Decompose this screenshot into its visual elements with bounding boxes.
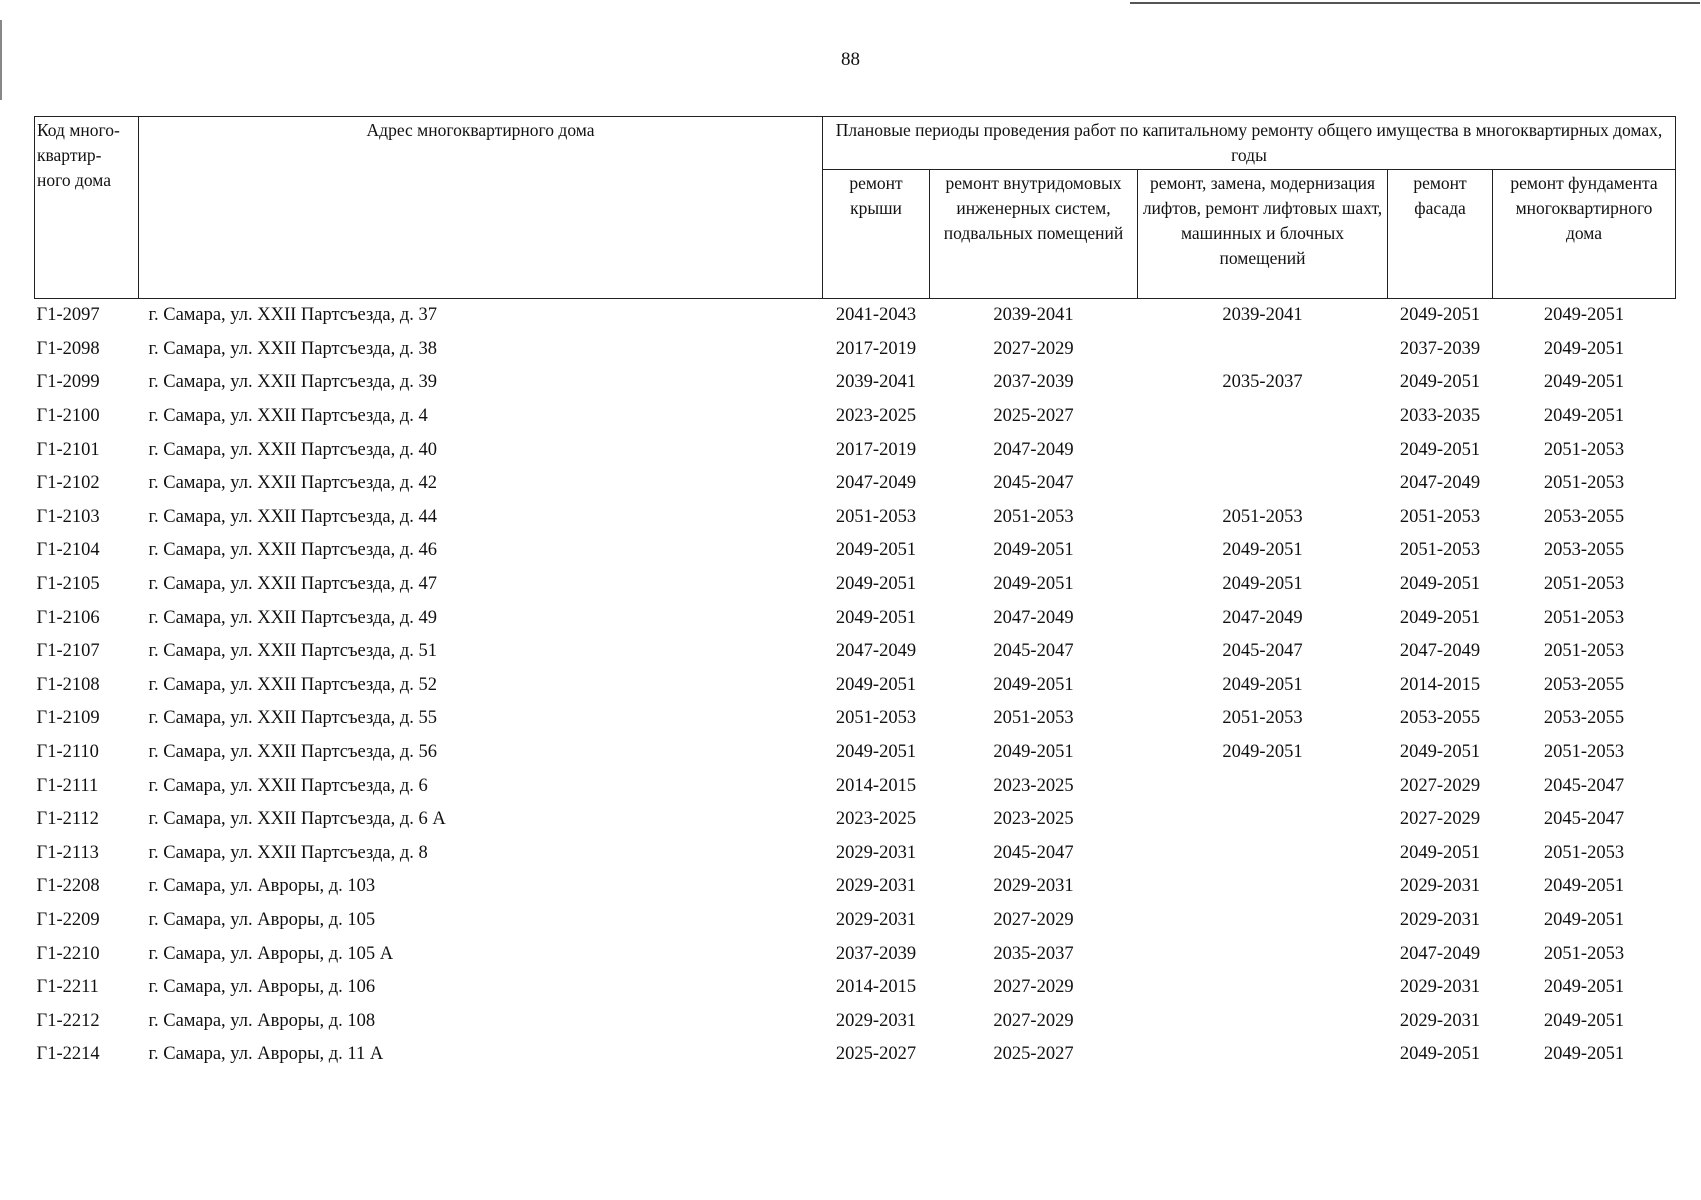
engineering-repair-cell: 2037-2039	[993, 372, 1074, 393]
roof-repair-cell: 2051-2053	[835, 506, 917, 527]
address-cell: г. Самара, ул. XXII Партсъезда, д. 37	[148, 305, 438, 326]
foundation-repair-cell: 2049-2051	[1543, 1010, 1625, 1031]
foundation-repair-cell: 2051-2053	[1543, 473, 1625, 494]
house-code-cell: Г1-2110	[36, 742, 99, 763]
roof-repair-cell: 2029-2031	[835, 842, 917, 863]
elevator-repair-cell	[1138, 803, 1388, 837]
facade-repair-cell: 2049-2051	[1399, 372, 1481, 393]
foundation-repair-cell: 2053-2055	[1543, 708, 1625, 729]
engineering-repair-cell: 2045-2047	[993, 473, 1074, 494]
roof-repair-cell: 2049-2051	[835, 540, 917, 561]
roof-repair-cell: 2039-2041	[835, 372, 917, 393]
facade-repair-cell: 2014-2015	[1399, 674, 1481, 695]
elevator-repair-cell	[1138, 1004, 1388, 1038]
address-cell: г. Самара, ул. XXII Партсъезда, д. 49	[148, 607, 438, 628]
engineering-repair-cell: 2027-2029	[993, 977, 1074, 998]
elevator-repair-cell: 2049-2051	[1222, 540, 1303, 561]
house-code-cell: Г1-2100	[36, 406, 100, 427]
foundation-repair-cell: 2051-2053	[1543, 574, 1625, 595]
facade-repair-cell: 2049-2051	[1399, 1044, 1481, 1065]
address-cell: г. Самара, ул. XXII Партсъезда, д. 42	[148, 473, 438, 494]
roof-repair-cell: 2051-2053	[835, 708, 917, 729]
foundation-repair-cell: 2045-2047	[1543, 775, 1625, 796]
house-code-cell: Г1-2209	[36, 909, 100, 930]
house-code-cell: Г1-2109	[36, 708, 100, 729]
elevator-repair-cell: 2035-2037	[1222, 372, 1303, 393]
table-row	[35, 366, 1676, 400]
elevator-repair-cell: 2047-2049	[1222, 607, 1303, 628]
roof-repair-cell: 2049-2051	[835, 607, 917, 628]
table-row	[35, 534, 1676, 568]
house-code-cell: Г1-2211	[36, 977, 99, 998]
engineering-repair-cell: 2049-2051	[993, 742, 1074, 763]
table-row	[35, 937, 1676, 971]
table-row	[35, 769, 1676, 803]
address-cell: г. Самара, ул. Авроры, д. 105	[148, 909, 376, 930]
foundation-repair-cell: 2051-2053	[1543, 943, 1625, 964]
roof-repair-cell: 2041-2043	[835, 305, 917, 326]
facade-repair-cell: 2029-2031	[1399, 909, 1481, 930]
address-cell: г. Самара, ул. XXII Партсъезда, д. 55	[148, 708, 438, 729]
facade-repair-cell: 2037-2039	[1399, 338, 1481, 359]
facade-repair-cell: 2033-2035	[1399, 406, 1481, 427]
table-header	[35, 117, 1676, 299]
house-code-cell: Г1-2210	[36, 943, 100, 964]
header-foundation-repair: ремонт фундамента многоквартирного дома	[1493, 170, 1676, 299]
roof-repair-cell: 2049-2051	[835, 742, 917, 763]
roof-repair-cell: 2047-2049	[835, 473, 917, 494]
roof-repair-cell: 2023-2025	[835, 809, 917, 830]
table-row	[35, 1004, 1676, 1038]
elevator-repair-cell	[1138, 433, 1388, 467]
roof-repair-cell: 2029-2031	[835, 909, 917, 930]
facade-repair-cell: 2049-2051	[1399, 842, 1481, 863]
address-cell: г. Самара, ул. XXII Партсъезда, д. 6	[148, 775, 428, 796]
engineering-repair-cell: 2045-2047	[993, 641, 1074, 662]
table-row	[35, 299, 1676, 333]
address-cell: г. Самара, ул. Авроры, д. 106	[148, 977, 376, 998]
elevator-repair-cell	[1138, 1038, 1388, 1072]
house-code-cell: Г1-2212	[36, 1010, 100, 1031]
scan-border-top	[1130, 2, 1700, 4]
roof-repair-cell: 2017-2019	[835, 439, 917, 460]
foundation-repair-cell: 2049-2051	[1543, 876, 1625, 897]
elevator-repair-cell	[1138, 837, 1388, 871]
engineering-repair-cell: 2025-2027	[993, 1044, 1074, 1065]
address-cell: г. Самара, ул. XXII Партсъезда, д. 51	[148, 641, 438, 662]
address-cell: г. Самара, ул. XXII Партсъезда, д. 8	[148, 842, 428, 863]
header-house-code: Код много-квартир-ного дома	[35, 117, 139, 299]
foundation-repair-cell: 2049-2051	[1543, 1044, 1625, 1065]
foundation-repair-cell: 2051-2053	[1543, 641, 1625, 662]
foundation-repair-cell: 2051-2053	[1543, 742, 1625, 763]
page-number: 88	[841, 49, 860, 70]
house-code-cell: Г1-2097	[36, 305, 100, 326]
foundation-repair-cell: 2051-2053	[1543, 842, 1625, 863]
capital-repair-schedule-table	[34, 116, 1676, 1072]
facade-repair-cell: 2027-2029	[1399, 775, 1481, 796]
table-row	[35, 333, 1676, 367]
house-code-cell: Г1-2214	[36, 1044, 100, 1065]
header-engineering-systems-repair: ремонт внутридомовых инженерных систем, подвальных помещений	[930, 170, 1138, 299]
engineering-repair-cell: 2049-2051	[993, 674, 1074, 695]
address-cell: г. Самара, ул. XXII Партсъезда, д. 39	[148, 372, 438, 393]
house-code-cell: Г1-2099	[36, 372, 100, 393]
house-code-cell: Г1-2112	[36, 809, 99, 830]
table-row	[35, 601, 1676, 635]
engineering-repair-cell: 2047-2049	[993, 439, 1074, 460]
roof-repair-cell: 2049-2051	[835, 574, 917, 595]
elevator-repair-cell	[1138, 333, 1388, 367]
address-cell: г. Самара, ул. XXII Партсъезда, д. 46	[148, 540, 438, 561]
facade-repair-cell: 2027-2029	[1399, 809, 1481, 830]
facade-repair-cell: 2029-2031	[1399, 977, 1481, 998]
table-row	[35, 400, 1676, 434]
foundation-repair-cell: 2045-2047	[1543, 809, 1625, 830]
engineering-repair-cell: 2047-2049	[993, 607, 1074, 628]
table-row	[35, 837, 1676, 871]
roof-repair-cell: 2029-2031	[835, 1010, 917, 1031]
facade-repair-cell: 2049-2051	[1399, 574, 1481, 595]
elevator-repair-cell: 2049-2051	[1222, 574, 1303, 595]
address-cell: г. Самара, ул. XXII Партсъезда, д. 4	[148, 406, 428, 427]
table-row	[35, 467, 1676, 501]
elevator-repair-cell: 2051-2053	[1222, 506, 1303, 527]
house-code-cell: Г1-2106	[36, 607, 100, 628]
facade-repair-cell: 2053-2055	[1399, 708, 1481, 729]
house-code-cell: Г1-2113	[36, 842, 99, 863]
house-code-cell: Г1-2101	[36, 439, 100, 460]
table-row	[35, 803, 1676, 837]
address-cell: г. Самара, ул. XXII Партсъезда, д. 52	[148, 674, 438, 695]
house-code-cell: Г1-2208	[36, 876, 100, 897]
address-cell: г. Самара, ул. Авроры, д. 11 А	[148, 1044, 384, 1065]
roof-repair-cell: 2017-2019	[835, 338, 917, 359]
facade-repair-cell: 2049-2051	[1399, 742, 1481, 763]
engineering-repair-cell: 2027-2029	[993, 338, 1074, 359]
table-row	[35, 870, 1676, 904]
house-code-cell: Г1-2102	[36, 473, 100, 494]
roof-repair-cell: 2014-2015	[835, 977, 917, 998]
address-cell: г. Самара, ул. XXII Партсъезда, д. 44	[148, 506, 438, 527]
roof-repair-cell: 2025-2027	[835, 1044, 917, 1065]
elevator-repair-cell	[1138, 400, 1388, 434]
facade-repair-cell: 2051-2053	[1399, 506, 1481, 527]
engineering-repair-cell: 2035-2037	[993, 943, 1074, 964]
address-cell: г. Самара, ул. XXII Партсъезда, д. 40	[148, 439, 438, 460]
engineering-repair-cell: 2025-2027	[993, 406, 1074, 427]
foundation-repair-cell: 2053-2055	[1543, 674, 1625, 695]
header-elevator-repair: ремонт, замена, модернизация лифтов, ремонт лифтовых шахт, машинных и блочных помещений	[1138, 170, 1388, 299]
header-facade-repair: ремонт фасада	[1388, 170, 1493, 299]
roof-repair-cell: 2023-2025	[835, 406, 917, 427]
foundation-repair-cell: 2049-2051	[1543, 305, 1625, 326]
table-row	[35, 736, 1676, 770]
roof-repair-cell: 2037-2039	[835, 943, 917, 964]
address-cell: г. Самара, ул. XXII Партсъезда, д. 47	[148, 574, 438, 595]
engineering-repair-cell: 2027-2029	[993, 909, 1074, 930]
engineering-repair-cell: 2045-2047	[993, 842, 1074, 863]
roof-repair-cell: 2047-2049	[835, 641, 917, 662]
elevator-repair-cell	[1138, 971, 1388, 1005]
engineering-repair-cell: 2023-2025	[993, 775, 1074, 796]
foundation-repair-cell: 2049-2051	[1543, 372, 1625, 393]
house-code-cell: Г1-2098	[36, 338, 100, 359]
table-row	[35, 568, 1676, 602]
header-roof-repair: ремонт крыши	[823, 170, 930, 299]
foundation-repair-cell: 2051-2053	[1543, 439, 1625, 460]
foundation-repair-cell: 2053-2055	[1543, 540, 1625, 561]
foundation-repair-cell: 2049-2051	[1543, 406, 1625, 427]
engineering-repair-cell: 2023-2025	[993, 809, 1074, 830]
elevator-repair-cell: 2049-2051	[1222, 742, 1303, 763]
table-row	[35, 1038, 1676, 1072]
facade-repair-cell: 2051-2053	[1399, 540, 1481, 561]
elevator-repair-cell	[1138, 904, 1388, 938]
header-planned-periods: Плановые периоды проведения работ по капитальному ремонту общего имущества в многоквартирных домах, годы	[823, 117, 1676, 170]
engineering-repair-cell: 2049-2051	[993, 574, 1074, 595]
foundation-repair-cell: 2051-2053	[1543, 607, 1625, 628]
elevator-repair-cell: 2039-2041	[1222, 305, 1303, 326]
engineering-repair-cell: 2049-2051	[993, 540, 1074, 561]
roof-repair-cell: 2014-2015	[835, 775, 917, 796]
engineering-repair-cell: 2039-2041	[993, 305, 1074, 326]
table-body	[35, 299, 1676, 1072]
roof-repair-cell: 2029-2031	[835, 876, 917, 897]
elevator-repair-cell: 2045-2047	[1222, 641, 1303, 662]
table-row	[35, 904, 1676, 938]
facade-repair-cell: 2049-2051	[1399, 607, 1481, 628]
table-row	[35, 501, 1676, 535]
engineering-repair-cell: 2029-2031	[993, 876, 1074, 897]
schedule-table-wrapper	[34, 116, 1676, 1072]
table-row	[35, 702, 1676, 736]
foundation-repair-cell: 2049-2051	[1543, 909, 1625, 930]
facade-repair-cell: 2047-2049	[1399, 473, 1481, 494]
table-row	[35, 433, 1676, 467]
house-code-cell: Г1-2103	[36, 506, 100, 527]
foundation-repair-cell: 2049-2051	[1543, 338, 1625, 359]
roof-repair-cell: 2049-2051	[835, 674, 917, 695]
elevator-repair-cell	[1138, 467, 1388, 501]
address-cell: г. Самара, ул. Авроры, д. 103	[148, 876, 376, 897]
foundation-repair-cell: 2053-2055	[1543, 506, 1625, 527]
address-cell: г. Самара, ул. Авроры, д. 105 А	[148, 943, 394, 964]
table-row	[35, 669, 1676, 703]
address-cell: г. Самара, ул. XXII Партсъезда, д. 56	[148, 742, 438, 763]
house-code-cell: Г1-2104	[36, 540, 100, 561]
table-row	[35, 635, 1676, 669]
facade-repair-cell: 2049-2051	[1399, 439, 1481, 460]
facade-repair-cell: 2047-2049	[1399, 641, 1481, 662]
elevator-repair-cell: 2049-2051	[1222, 674, 1303, 695]
facade-repair-cell: 2029-2031	[1399, 1010, 1481, 1031]
elevator-repair-cell	[1138, 937, 1388, 971]
engineering-repair-cell: 2051-2053	[993, 506, 1074, 527]
elevator-repair-cell: 2051-2053	[1222, 708, 1303, 729]
engineering-repair-cell: 2051-2053	[993, 708, 1074, 729]
address-cell: г. Самара, ул. XXII Партсъезда, д. 38	[148, 338, 438, 359]
elevator-repair-cell	[1138, 870, 1388, 904]
table-row	[35, 971, 1676, 1005]
house-code-cell: Г1-2111	[36, 775, 99, 796]
house-code-cell: Г1-2108	[36, 674, 100, 695]
elevator-repair-cell	[1138, 769, 1388, 803]
facade-repair-cell: 2047-2049	[1399, 943, 1481, 964]
address-cell: г. Самара, ул. Авроры, д. 108	[148, 1010, 376, 1031]
engineering-repair-cell: 2027-2029	[993, 1010, 1074, 1031]
facade-repair-cell: 2049-2051	[1399, 305, 1481, 326]
header-address: Адрес многоквартирного дома	[139, 117, 823, 299]
house-code-cell: Г1-2105	[36, 574, 100, 595]
facade-repair-cell: 2029-2031	[1399, 876, 1481, 897]
foundation-repair-cell: 2049-2051	[1543, 977, 1625, 998]
house-code-cell: Г1-2107	[36, 641, 100, 662]
address-cell: г. Самара, ул. XXII Партсъезда, д. 6 А	[148, 809, 446, 830]
